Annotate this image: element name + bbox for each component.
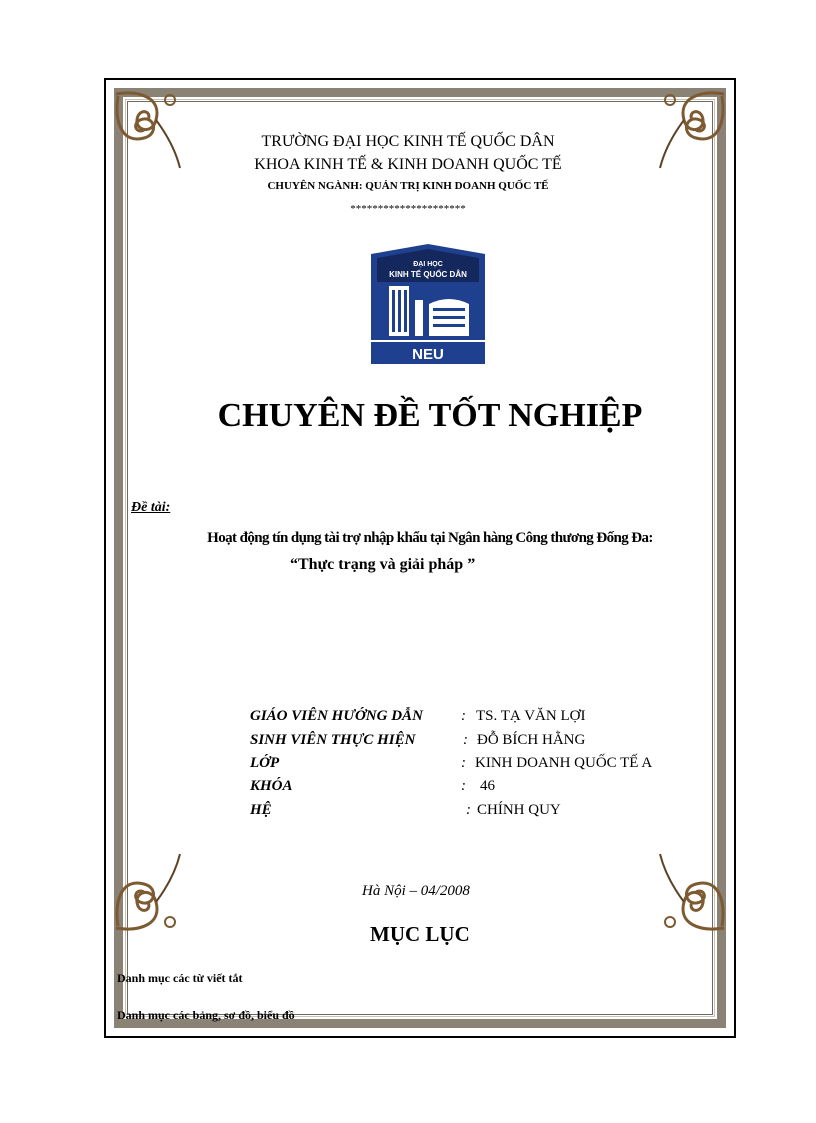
university-name: TRƯỜNG ĐẠI HỌC KINH TẾ QUỐC DÂN (261, 133, 555, 150)
info-value-student: ĐỖ BÍCH HẰNG (477, 732, 586, 748)
corner-ornament-bottom-right (658, 852, 730, 936)
corner-ornament-bottom-left (110, 852, 182, 936)
info-value-supervisor: TS. TẠ VĂN LỢI (476, 708, 586, 724)
info-label-program: HỆ (250, 802, 272, 818)
document-title: CHUYÊN ĐỀ TỐT NGHIỆP (217, 397, 643, 434)
topic-line-1: Hoạt động tín dụng tài trợ nhập khẩu tại Ngân hàng Công thương Đống Đa: (207, 530, 653, 546)
info-label-supervisor: GIÁO VIÊN HƯỚNG DẪN (250, 708, 423, 724)
logo-text-neu: NEU (412, 346, 444, 363)
toc-item[interactable]: Danh mục các bảng, sơ đồ, biểu đồ (117, 1008, 295, 1022)
info-sep-class: : (461, 755, 466, 771)
info-sep-cohort: : (461, 778, 466, 794)
info-sep-program: : (466, 802, 471, 818)
info-value-cohort: 46 (480, 778, 495, 794)
topic-line-2: “Thực trạng và giải pháp ” (290, 556, 476, 573)
logo-text-university: KINH TẾ QUỐC DÂN (389, 270, 467, 279)
toc-heading: MỤC LỤC (370, 922, 470, 946)
faculty-name: KHOA KINH TẾ & KINH DOANH QUỐC TẾ (254, 156, 562, 173)
star-divider: ********************* (350, 203, 466, 215)
info-value-class: KINH DOANH QUỐC TẾ A (475, 755, 653, 771)
place-date: Hà Nội – 04/2008 (362, 883, 470, 899)
major-name: CHUYÊN NGÀNH: QUẢN TRỊ KINH DOANH QUỐC TẾ (267, 180, 549, 192)
info-sep-student: : (463, 732, 468, 748)
info-value-program: CHÍNH QUY (477, 802, 561, 818)
info-label-cohort: KHÓA (250, 778, 293, 794)
toc-item[interactable]: Danh mục các từ viết tắt (117, 971, 243, 985)
info-sep-supervisor: : (461, 708, 466, 724)
topic-label: Đề tài: (131, 500, 171, 515)
neu-logo (369, 244, 487, 364)
info-label-student: SINH VIÊN THỰC HIỆN (250, 732, 416, 748)
info-label-class: LỚP (250, 755, 280, 771)
logo-text-top: ĐẠI HỌC (413, 261, 443, 268)
